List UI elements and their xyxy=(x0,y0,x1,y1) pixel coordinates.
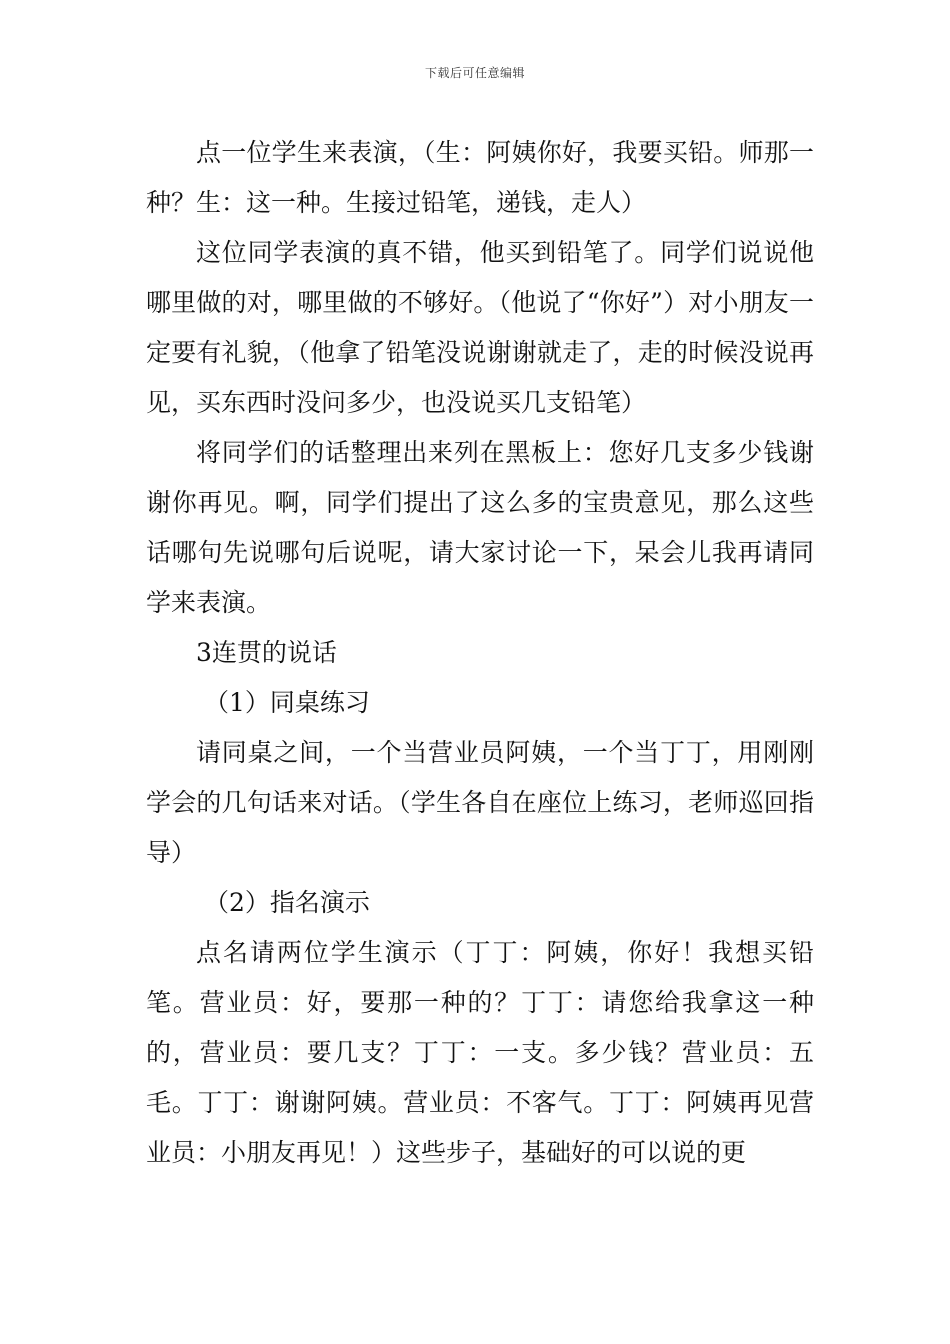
section-heading-coherent-speaking: 3连贯的说话 xyxy=(196,638,337,667)
paragraph-deskmate-instructions: 请同桌之间，一个当营业员阿姨，一个当丁丁，用刚刚学会的几句话来对话。（学生各自在座位上练习，老师巡回指导） xyxy=(146,738,814,867)
page-header-note: 下载后可任意编辑 xyxy=(424,66,525,80)
subheading-deskmate-practice: （1）同桌练习 xyxy=(204,688,370,717)
paragraph-demonstration-dialogue: 点名请两位学生演示（丁丁：阿姨，你好！我想买铅笔。营业员：好，要那一种的？丁丁：请您给我拿这一种的，营业员：要几支？丁丁：一支。多少钱？营业员：五毛。丁丁：谢谢阿姨。营业员：不客气。丁丁：阿姨再见营业员：小朋友再见！）这些步子，基础好的可以说的更 xyxy=(146,938,814,1167)
subheading-named-demonstration: （2）指名演示 xyxy=(204,888,370,917)
paragraph-student-performance: 点一位学生来表演，（生：阿姨你好，我要买铅。师那一种？生：这一种。生接过铅笔，递钱，走人） xyxy=(146,138,814,217)
paragraph-blackboard-summary: 将同学们的话整理出来列在黑板上：您好几支多少钱谢谢你再见。啊，同学们提出了这么多的宝贵意见，那么这些话哪句先说哪句后说呢，请大家讨论一下，呆会儿我再请同学来表演。 xyxy=(146,438,814,617)
paragraph-class-discussion: 这位同学表演的真不错，他买到铅笔了。同学们说说他哪里做的对，哪里做的不够好。（他说了“你好”）对小朋友一定要有礼貌，（他拿了铅笔没说谢谢就走了，走的时候没说再见，买东西时没问多少，也没说买几支铅笔） xyxy=(146,238,814,417)
document-body xyxy=(146,128,814,1178)
